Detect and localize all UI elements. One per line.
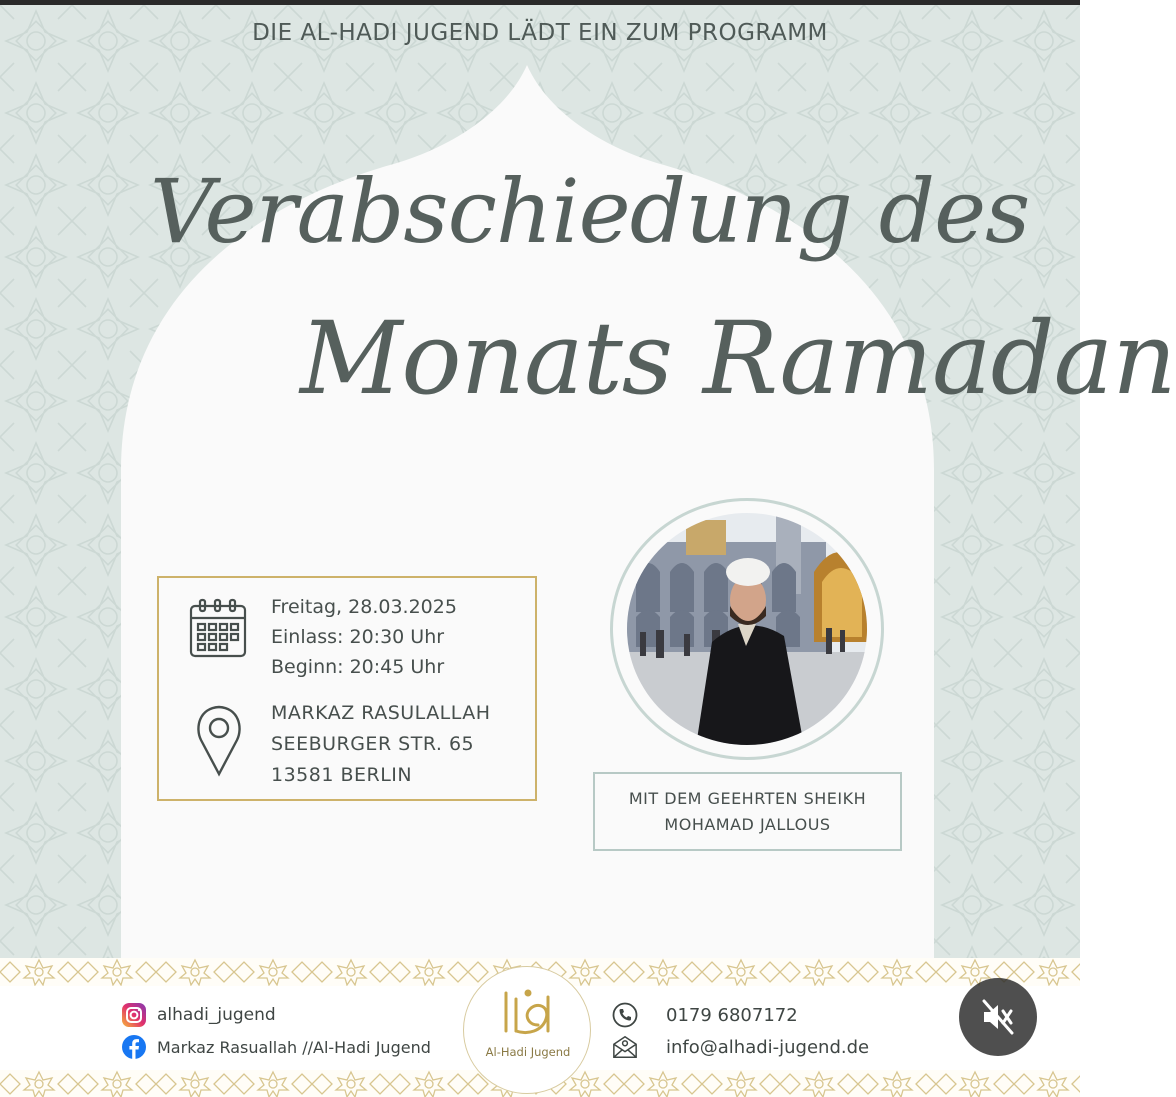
event-date: Freitag, 28.03.2025 bbox=[271, 596, 457, 618]
venue-street: SEEBURGER STR. 65 bbox=[271, 733, 475, 755]
title-line-2: Monats Ramadan bbox=[300, 300, 1176, 417]
speaker-line-1: MIT DEM GEEHRTEN SHEIKH bbox=[628, 789, 867, 808]
mute-toggle-button[interactable] bbox=[959, 978, 1037, 1056]
event-address bbox=[271, 698, 491, 791]
venue-city: 13581 BERLIN bbox=[271, 764, 413, 786]
facebook-icon bbox=[121, 1034, 147, 1060]
location-pin-icon bbox=[195, 704, 243, 776]
facebook-link[interactable] bbox=[121, 1034, 431, 1060]
instagram-icon bbox=[121, 1002, 147, 1028]
event-info-box bbox=[157, 576, 537, 801]
mail-icon bbox=[612, 1034, 638, 1060]
email-address: info@alhadi-jugend.de bbox=[666, 1036, 870, 1058]
al-hadi-calligraphy-icon bbox=[498, 985, 558, 1039]
speaker-line-2: MOHAMAD JALLOUS bbox=[664, 815, 831, 834]
logo-label: Al-Hadi Jugend bbox=[485, 1045, 571, 1059]
event-entry-time: Einlass: 20:30 Uhr bbox=[271, 626, 445, 648]
invitation-line: DIE AL-HADI JUGEND LÄDT EIN ZUM PROGRAMM bbox=[252, 20, 828, 46]
venue-name: MARKAZ RASULALLAH bbox=[271, 702, 491, 724]
event-start-time: Beginn: 20:45 Uhr bbox=[271, 656, 445, 678]
muted-speaker-icon bbox=[978, 997, 1018, 1037]
title-line-1: Verabschiedung des bbox=[150, 160, 1030, 263]
al-hadi-logo bbox=[463, 966, 591, 1094]
phone-icon bbox=[612, 1002, 638, 1028]
phone-number: 0179 6807172 bbox=[666, 1004, 798, 1026]
phone-contact[interactable] bbox=[612, 1002, 798, 1028]
facebook-name: Markaz Rasuallah //Al-Hadi Jugend bbox=[157, 1037, 431, 1057]
speaker-portrait bbox=[626, 512, 868, 746]
instagram-handle: alhadi_jugend bbox=[157, 1005, 276, 1025]
speaker-caption-box bbox=[593, 772, 902, 851]
calendar-icon bbox=[189, 598, 247, 660]
event-datetime bbox=[271, 592, 457, 682]
email-contact[interactable] bbox=[612, 1034, 869, 1060]
instagram-link[interactable] bbox=[121, 1002, 276, 1028]
